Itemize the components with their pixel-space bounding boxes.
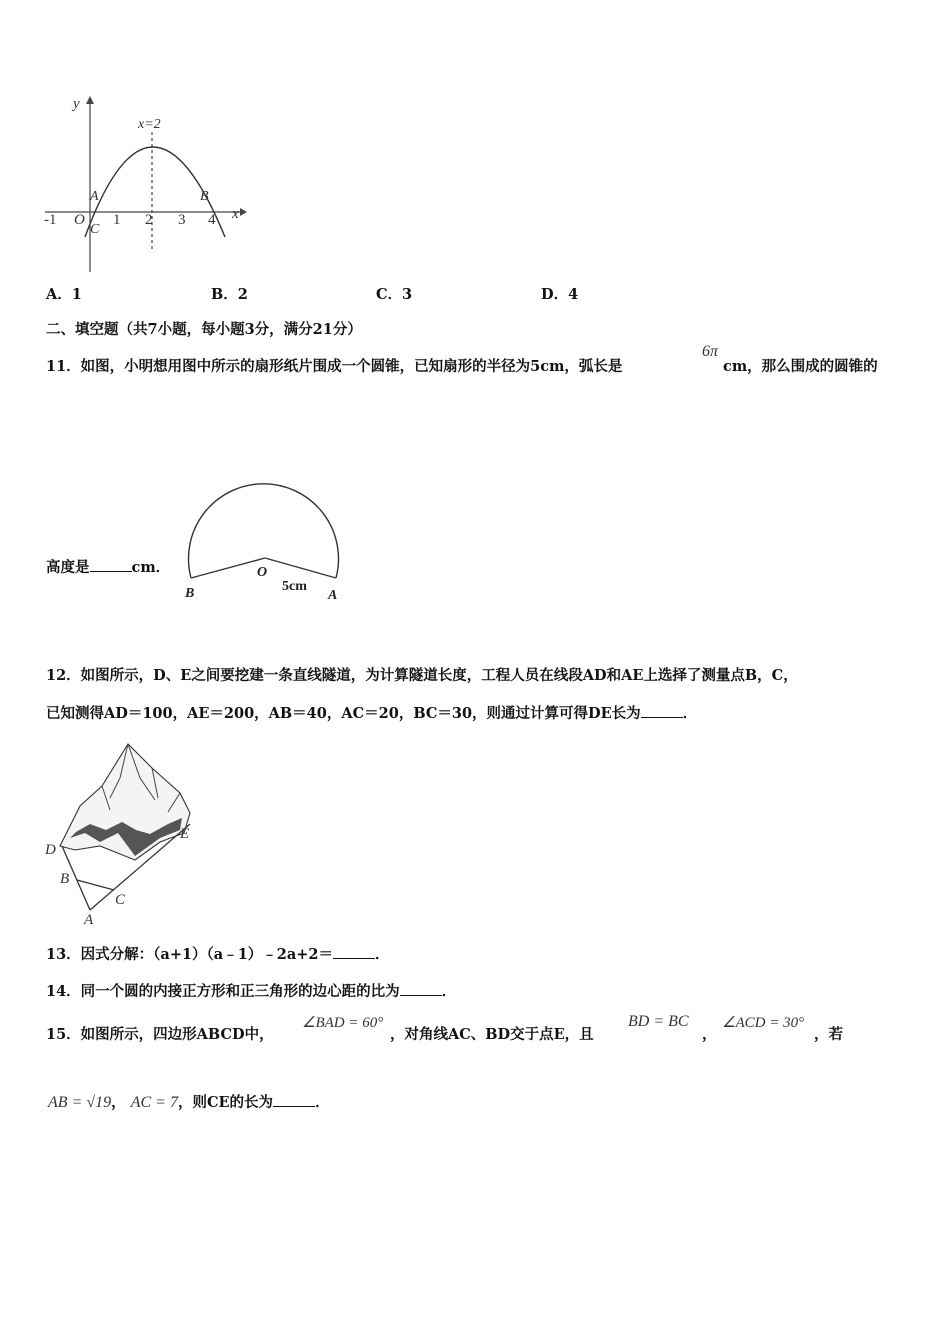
mountain-figure [40, 738, 210, 928]
symmetry-label: x=2 [138, 117, 161, 132]
mountain-shape [60, 744, 190, 860]
q15-line2: AB = √19， AC = 7，则CE的长为 ． [48, 1094, 330, 1111]
origin-label: O [74, 212, 85, 228]
label-b: B [60, 871, 70, 887]
q11-answer-line: 高度是 cm． [46, 559, 171, 576]
q14-blank[interactable] [400, 981, 442, 996]
q12-line2: 已知测得AD＝100，AE＝200，AB＝40，AC＝20，BC＝30，则通过计算可得DE长为 ． [46, 705, 698, 722]
q11-text-b: cm，那么围成的圆锥的 [723, 358, 878, 375]
sector-o-label: O [257, 565, 268, 580]
q15-text-3: ， [702, 1026, 717, 1043]
y-label: y [73, 96, 80, 112]
line-bc [77, 880, 114, 890]
q15-math-bd: BD = BC [628, 1013, 689, 1030]
tick-3: 3 [178, 212, 186, 228]
label-c: C [115, 892, 126, 908]
q11-text: 11．如图，小明想用图中所示的扇形纸片围成一个圆锥，已知扇形的半径为5cm，弧长是 [46, 358, 623, 375]
choice-b: B．2 [211, 286, 248, 303]
q15-text-1: 15．如图所示，四边形ABCD中， [46, 1026, 274, 1043]
q11-arc-length: 6π [702, 343, 719, 360]
tick-2: 2 [145, 212, 153, 228]
label-e: E [180, 826, 190, 842]
x-axis-arrow [240, 208, 247, 216]
q13-blank[interactable] [333, 944, 375, 959]
sector-arc [189, 484, 339, 578]
y-axis-arrow [86, 96, 94, 104]
choice-a: A．1 [46, 286, 82, 303]
sector-b-label: B [185, 586, 195, 601]
tick-neg1: -1 [44, 212, 57, 228]
choice-c: C．3 [376, 286, 413, 303]
q15-math-ac: AC = 7 [130, 1094, 178, 1111]
q14-text: 14．同一个圆的内接正方形和正三角形的边心距的比为 ． [46, 983, 457, 1000]
section-title: 二、填空题（共7小题，每小题3分，满分21分） [46, 321, 362, 338]
q15-text-4: ，若 [814, 1026, 843, 1043]
sector-radius-label: 5cm [282, 579, 307, 594]
sector-figure [180, 480, 355, 610]
sector-radius-ob [191, 558, 268, 580]
point-a-label: A [90, 189, 99, 204]
parabola-graph [40, 92, 255, 277]
sector-a-label: A [328, 588, 338, 603]
label-a: A [84, 912, 94, 928]
q15-text-2: ，对角线AC、BD交于点E，且 [390, 1026, 594, 1043]
x-label: x [232, 206, 239, 222]
q15-math-acd: ∠ACD = 30° [722, 1015, 805, 1031]
q12-blank[interactable] [641, 703, 683, 718]
q13-text: 13．因式分解：（a+1）（a﹣1）﹣2a+2＝ ． [46, 946, 390, 963]
sector-radius-oa [265, 558, 336, 578]
label-d: D [45, 842, 56, 858]
point-b-label: B [200, 189, 209, 204]
point-c-label: C [90, 222, 100, 237]
q11-blank[interactable] [90, 557, 132, 572]
q15-math-ab: AB = √19 [48, 1094, 112, 1111]
choice-d: D．4 [541, 286, 579, 303]
tick-1: 1 [113, 212, 121, 228]
tick-4: 4 [208, 212, 216, 228]
q15-blank[interactable] [273, 1092, 315, 1107]
q15-math-bad: ∠BAD = 60° [302, 1015, 384, 1031]
q12-line1: 12．如图所示，D、E之间要挖建一条直线隧道，为计算隧道长度，工程人员在线段AD和AE上选择了测量点B，C， [46, 667, 798, 684]
